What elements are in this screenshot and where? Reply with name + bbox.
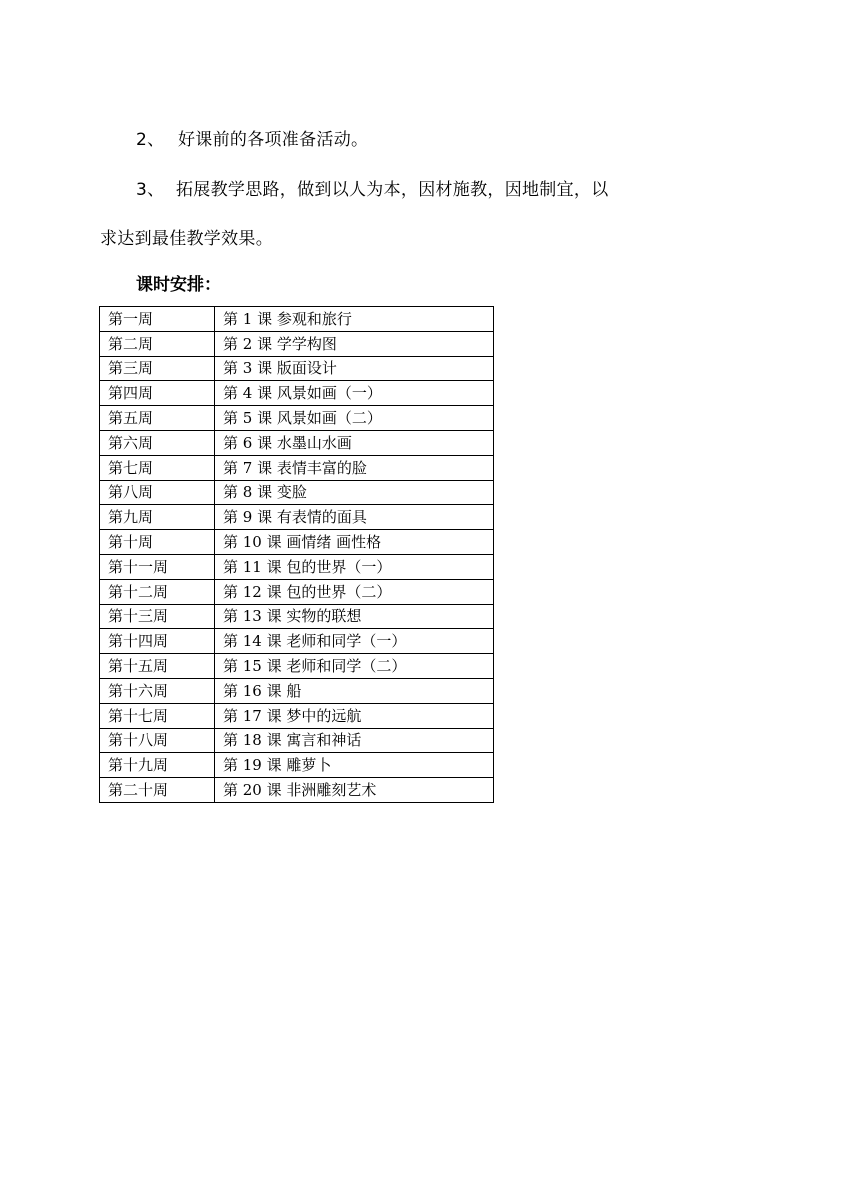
table-row: [100, 728, 494, 753]
item-text: 拓展教学思路，做到以人为本，因材施教，因地制宜，以: [176, 180, 609, 200]
lesson-cell: 第 8 课 变脸: [215, 480, 494, 505]
week-cell: 第十周: [100, 530, 215, 555]
lesson-cell: 第 9 课 有表情的面具: [215, 505, 494, 530]
week-cell: 第十四周: [100, 629, 215, 654]
week-cell: 第八周: [100, 480, 215, 505]
week-cell: 第十七周: [100, 703, 215, 728]
lesson-cell: 第 14 课 老师和同学（一）: [215, 629, 494, 654]
lesson-cell: 第 3 课 版面设计: [215, 356, 494, 381]
week-cell: 第十九周: [100, 753, 215, 778]
lesson-cell: 第 4 课 风景如画（一）: [215, 381, 494, 406]
table-row: [100, 654, 494, 679]
table-row: [100, 480, 494, 505]
table-row: [100, 678, 494, 703]
table-row: [100, 381, 494, 406]
table-row: [100, 753, 494, 778]
table-row: [100, 430, 494, 455]
week-cell: 第四周: [100, 381, 215, 406]
table-row: [100, 778, 494, 803]
week-cell: 第十二周: [100, 579, 215, 604]
table-row: [100, 579, 494, 604]
lesson-cell: 第 15 课 老师和同学（二）: [215, 654, 494, 679]
lesson-cell: 第 11 课 包的世界（一）: [215, 554, 494, 579]
lesson-cell: 第 16 课 船: [215, 678, 494, 703]
week-cell: 第十五周: [100, 654, 215, 679]
week-cell: 第六周: [100, 430, 215, 455]
schedule-heading: 课时安排：: [136, 275, 221, 295]
table-row: [100, 554, 494, 579]
table-row: [100, 331, 494, 356]
week-cell: 第十三周: [100, 604, 215, 629]
table-row: [100, 307, 494, 332]
lesson-cell: 第 7 课 表情丰富的脸: [215, 455, 494, 480]
lesson-cell: 第 6 课 水墨山水画: [215, 430, 494, 455]
table-row: [100, 455, 494, 480]
paragraph-continuation: [100, 224, 273, 249]
lesson-cell: 第 5 课 风景如画（二）: [215, 406, 494, 431]
paragraph-item-2: [136, 125, 368, 150]
table-row: [100, 356, 494, 381]
item-number: 3、: [136, 180, 165, 200]
lesson-cell: 第 18 课 寓言和神话: [215, 728, 494, 753]
item-text: 好课前的各项准备活动。: [178, 130, 369, 150]
lesson-cell: 第 17 课 梦中的远航: [215, 703, 494, 728]
week-cell: 第三周: [100, 356, 215, 381]
week-cell: 第十六周: [100, 678, 215, 703]
week-cell: 第二周: [100, 331, 215, 356]
table-row: [100, 406, 494, 431]
table-row: [100, 604, 494, 629]
lesson-cell: 第 19 课 雕萝卜: [215, 753, 494, 778]
table-row: [100, 505, 494, 530]
week-cell: 第七周: [100, 455, 215, 480]
lesson-cell: 第 20 课 非洲雕刻艺术: [215, 778, 494, 803]
lesson-cell: 第 10 课 画情绪 画性格: [215, 530, 494, 555]
lesson-cell: 第 2 课 学学构图: [215, 331, 494, 356]
week-cell: 第二十周: [100, 778, 215, 803]
week-cell: 第十一周: [100, 554, 215, 579]
paragraph-item-3: [136, 175, 609, 200]
week-cell: 第十八周: [100, 728, 215, 753]
lesson-cell: 第 13 课 实物的联想: [215, 604, 494, 629]
lesson-cell: 第 12 课 包的世界（二）: [215, 579, 494, 604]
week-cell: 第九周: [100, 505, 215, 530]
table-row: [100, 530, 494, 555]
table-row: [100, 703, 494, 728]
item-number: 2、: [136, 130, 165, 150]
table-row: [100, 629, 494, 654]
schedule-table-body: [100, 307, 494, 803]
week-cell: 第一周: [100, 307, 215, 332]
week-cell: 第五周: [100, 406, 215, 431]
lesson-cell: 第 1 课 参观和旅行: [215, 307, 494, 332]
item-text: 求达到最佳教学效果。: [100, 229, 273, 249]
schedule-table: [99, 306, 494, 803]
